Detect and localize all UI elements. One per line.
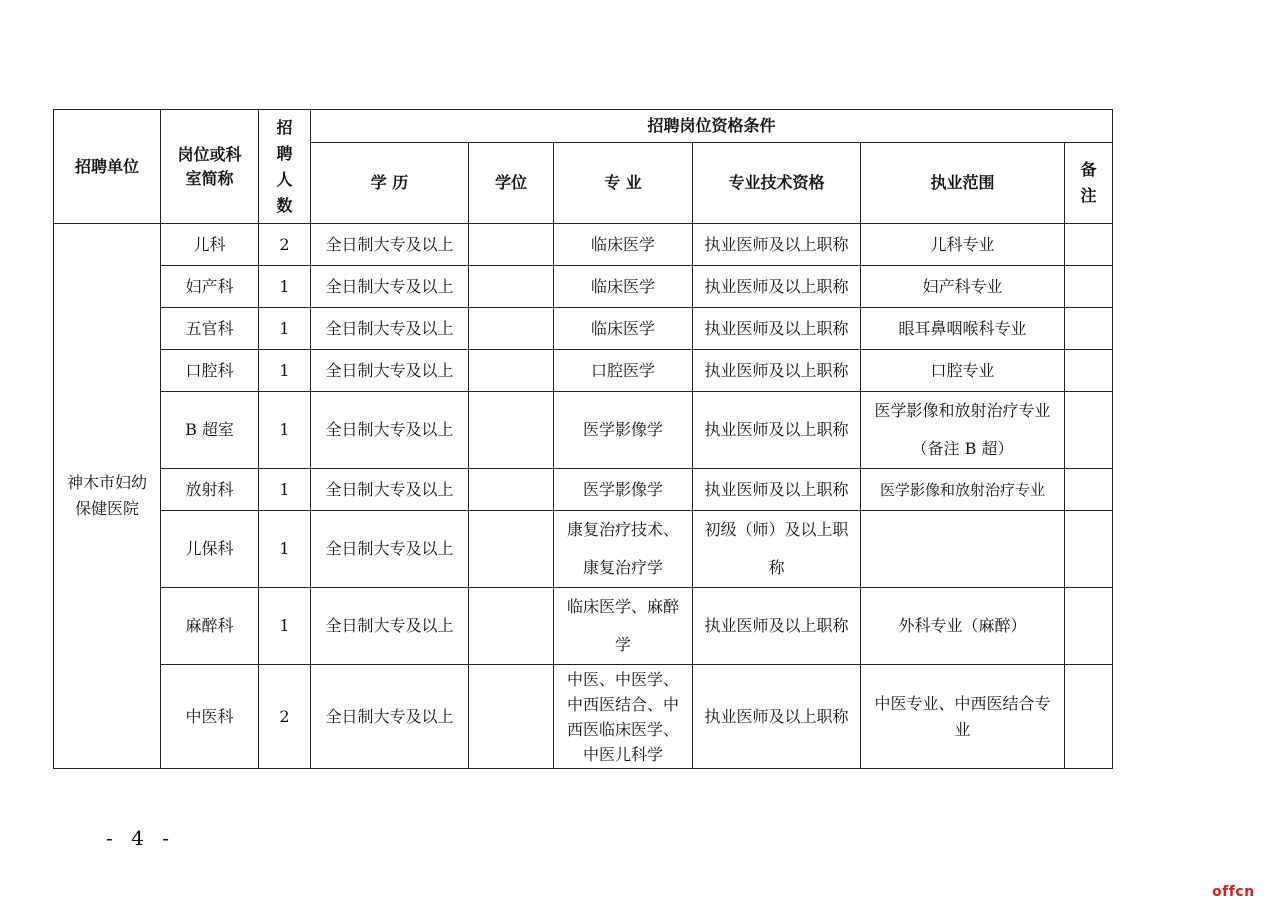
scope-cell: 医学影像和放射治疗专业（备注 B 超） bbox=[861, 392, 1065, 469]
header-unit: 招聘单位 bbox=[54, 110, 161, 224]
scope-cell: 医学影像和放射治疗专业 bbox=[861, 469, 1065, 511]
remark-cell bbox=[1065, 224, 1113, 266]
scope-cell: 眼耳鼻咽喉科专业 bbox=[861, 308, 1065, 350]
degree-cell bbox=[469, 266, 554, 308]
edu-cell: 全日制大专及以上 bbox=[311, 224, 469, 266]
dept-cell: 麻醉科 bbox=[161, 588, 259, 665]
dept-cell: B 超室 bbox=[161, 392, 259, 469]
degree-cell bbox=[469, 350, 554, 392]
header-major: 专 业 bbox=[554, 143, 693, 224]
major-cell: 中医、中医学、中西医结合、中西医临床医学、中医儿科学 bbox=[554, 665, 693, 769]
table-row bbox=[54, 511, 1113, 588]
edu-cell: 全日制大专及以上 bbox=[311, 308, 469, 350]
header-position: 岗位或科室简称 bbox=[161, 110, 259, 224]
page-number: - 4 - bbox=[106, 826, 175, 850]
degree-cell bbox=[469, 511, 554, 588]
dept-cell: 儿科 bbox=[161, 224, 259, 266]
scope-cell: 口腔专业 bbox=[861, 350, 1065, 392]
remark-cell bbox=[1065, 665, 1113, 769]
count-cell: 2 bbox=[259, 665, 311, 769]
dept-cell: 儿保科 bbox=[161, 511, 259, 588]
qual-cell: 执业医师及以上职称 bbox=[693, 588, 861, 665]
count-cell: 1 bbox=[259, 350, 311, 392]
count-cell: 1 bbox=[259, 511, 311, 588]
header-tech-qual: 专业技术资格 bbox=[693, 143, 861, 224]
edu-cell: 全日制大专及以上 bbox=[311, 665, 469, 769]
count-cell: 2 bbox=[259, 224, 311, 266]
header-practice-scope: 执业范围 bbox=[861, 143, 1065, 224]
qual-cell: 执业医师及以上职称 bbox=[693, 392, 861, 469]
header-degree: 学位 bbox=[469, 143, 554, 224]
table-row bbox=[54, 308, 1113, 350]
remark-cell bbox=[1065, 392, 1113, 469]
edu-cell: 全日制大专及以上 bbox=[311, 511, 469, 588]
table-row bbox=[54, 469, 1113, 511]
degree-cell bbox=[469, 224, 554, 266]
remark-cell bbox=[1065, 469, 1113, 511]
major-cell: 临床医学 bbox=[554, 266, 693, 308]
major-cell: 口腔医学 bbox=[554, 350, 693, 392]
scope-cell: 儿科专业 bbox=[861, 224, 1065, 266]
table-row bbox=[54, 266, 1113, 308]
remark-cell bbox=[1065, 308, 1113, 350]
major-cell: 临床医学 bbox=[554, 224, 693, 266]
qual-cell: 执业医师及以上职称 bbox=[693, 469, 861, 511]
degree-cell bbox=[469, 469, 554, 511]
count-cell: 1 bbox=[259, 392, 311, 469]
dept-cell: 口腔科 bbox=[161, 350, 259, 392]
qual-cell: 执业医师及以上职称 bbox=[693, 224, 861, 266]
qual-cell: 执业医师及以上职称 bbox=[693, 665, 861, 769]
count-cell: 1 bbox=[259, 266, 311, 308]
dept-cell: 放射科 bbox=[161, 469, 259, 511]
watermark: offcn bbox=[1212, 884, 1255, 900]
dept-cell: 妇产科 bbox=[161, 266, 259, 308]
dept-cell: 五官科 bbox=[161, 308, 259, 350]
major-cell: 康复治疗技术、康复治疗学 bbox=[554, 511, 693, 588]
dept-cell: 中医科 bbox=[161, 665, 259, 769]
scope-cell: 外科专业（麻醉） bbox=[861, 588, 1065, 665]
count-cell: 1 bbox=[259, 588, 311, 665]
scope-cell bbox=[861, 511, 1065, 588]
table-row bbox=[54, 588, 1113, 665]
remark-cell bbox=[1065, 511, 1113, 588]
count-cell: 1 bbox=[259, 469, 311, 511]
edu-cell: 全日制大专及以上 bbox=[311, 588, 469, 665]
qual-cell: 初级（师）及以上职称 bbox=[693, 511, 861, 588]
remark-cell bbox=[1065, 588, 1113, 665]
recruitment-table bbox=[53, 109, 1113, 769]
header-qualifications: 招聘岗位资格条件 bbox=[311, 110, 1113, 143]
remark-cell bbox=[1065, 266, 1113, 308]
header-count: 招 聘 人 数 bbox=[259, 110, 311, 224]
degree-cell bbox=[469, 392, 554, 469]
table-row bbox=[54, 392, 1113, 469]
major-cell: 医学影像学 bbox=[554, 392, 693, 469]
scope-cell: 中医专业、中西医结合专业 bbox=[861, 665, 1065, 769]
qual-cell: 执业医师及以上职称 bbox=[693, 350, 861, 392]
scope-cell: 妇产科专业 bbox=[861, 266, 1065, 308]
table-row bbox=[54, 665, 1113, 769]
edu-cell: 全日制大专及以上 bbox=[311, 392, 469, 469]
header-remarks: 备 注 bbox=[1065, 143, 1113, 224]
major-cell: 医学影像学 bbox=[554, 469, 693, 511]
edu-cell: 全日制大专及以上 bbox=[311, 266, 469, 308]
degree-cell bbox=[469, 665, 554, 769]
header-education: 学 历 bbox=[311, 143, 469, 224]
unit-name-cell: 神木市妇幼保健医院 bbox=[54, 224, 161, 769]
remark-cell bbox=[1065, 350, 1113, 392]
count-cell: 1 bbox=[259, 308, 311, 350]
major-cell: 临床医学、麻醉学 bbox=[554, 588, 693, 665]
major-cell: 临床医学 bbox=[554, 308, 693, 350]
degree-cell bbox=[469, 588, 554, 665]
table-row bbox=[54, 350, 1113, 392]
qual-cell: 执业医师及以上职称 bbox=[693, 308, 861, 350]
qual-cell: 执业医师及以上职称 bbox=[693, 266, 861, 308]
degree-cell bbox=[469, 308, 554, 350]
edu-cell: 全日制大专及以上 bbox=[311, 350, 469, 392]
edu-cell: 全日制大专及以上 bbox=[311, 469, 469, 511]
table-row bbox=[54, 224, 1113, 266]
